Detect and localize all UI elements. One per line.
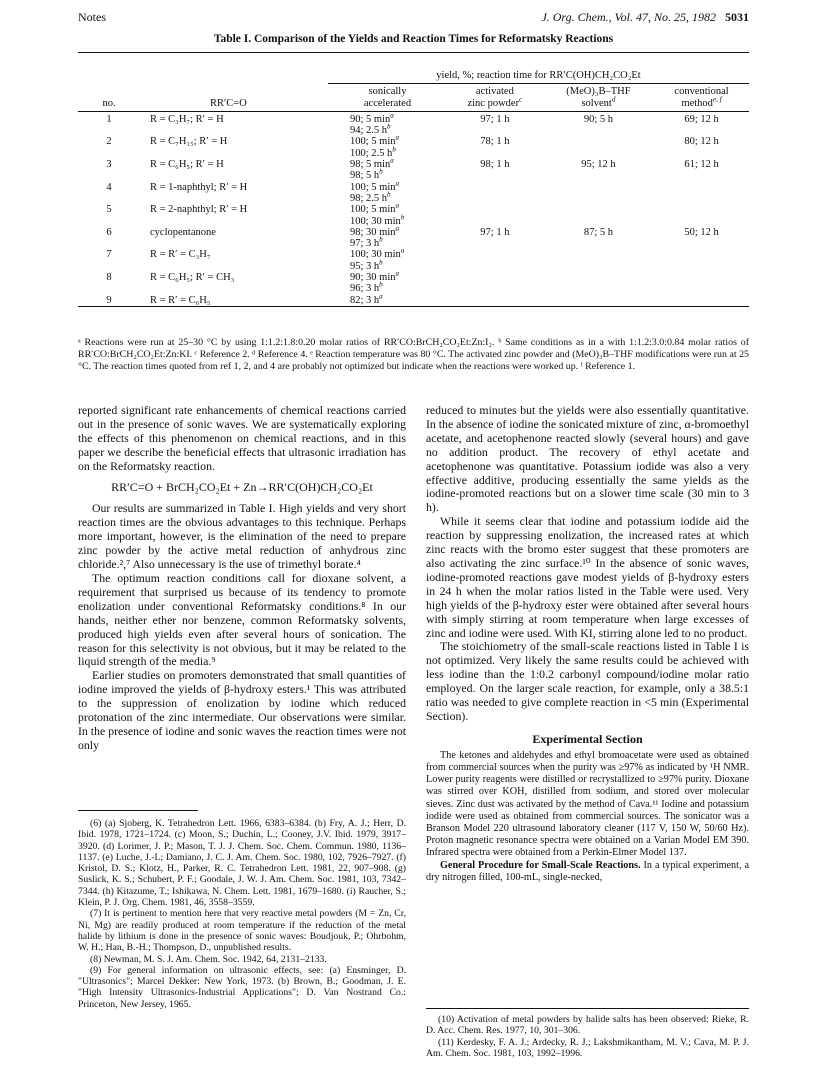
table-footnotes: ᵃ Reactions were run at 25–30 °C by using 1:1.2:1.8:0.20 molar ratios of RR′CO:BrCH₂CO₂Et:Zn:I₂. ᵇ Same conditions as in a with 1:1.2:3.0:0.84 molar ratios of RR′CO:BrCH₂CO₂Et:Zn:KI. ᶜ Reference 2. ᵈ Reference 4. ᵉ Reaction temperature was 80 °C. The activated zinc powder and (MeO)₃B–THF modifications were run at 25 °C. The reaction times quoted from ref 1, 2, and 4 are probably not optimized but indicate when the reactions were worked up. ᶠ Reference 1.	[78, 337, 749, 372]
span-header: yield, %; reaction time for RR′C(OH)CH₂CO₂Et	[328, 70, 749, 84]
sonic-yield	[328, 156, 447, 182]
journal-citation: J. Org. Chem., Vol. 47, No. 25, 1982 5031	[541, 10, 749, 24]
sonic-value: 98; 5 $\min^a$	[350, 156, 394, 171]
reference: (11) Kerdesky, F. A. J.; Ardecky, R. J.; Lakshmikantham, M. V.; Cava, M. P. J. Am. Chem. Soc. 1981, 103, 1992–1996.	[426, 1036, 749, 1059]
sonic-value: 96; 3 $h^b$	[350, 280, 383, 295]
sonic-yield	[328, 269, 447, 295]
page-number: 5031	[725, 10, 749, 24]
col-no: no.	[78, 84, 140, 112]
conventional-yield	[654, 295, 749, 307]
table-row	[78, 272, 749, 295]
zinc-yield	[447, 295, 543, 307]
paragraph: The ketones and aldehydes and ethyl bromoacetate were used as obtained from commercial sources when the purity was ≥97% as indicated by ¹H NMR. Lower purity reagents were distilled or recrystallized to ≥97% purity. Dioxane was stirred over KOH, distilled from sodium, and stored over molecular sieves. Zinc dust was activated by the method of Cava.¹¹ Iodine and potassium iodide were used as obtained from commercial sources. The sonicator was a Branson Model 220 ultrasound laboratory cleaner (117 V, 150 W, 50/60 Hz). Proton magnetic resonance spectra were obtained on a Varian Model EM 390. Infrared spectra were obtained from a Perkin-Elmer Model 137.	[426, 749, 749, 859]
sonic-yield	[328, 201, 447, 227]
section-label: Notes	[78, 10, 106, 24]
sonic-value: 98; 30 $\min^a$	[350, 224, 400, 238]
conventional-yield: 50; 12 h	[684, 226, 719, 238]
table-row	[78, 159, 749, 182]
meo-yield: 95; 12 h	[581, 159, 616, 171]
meo-yield	[543, 295, 654, 307]
sonic-value: 100; 5 $\min^a$	[350, 201, 400, 216]
reference: (10) Activation of metal powders by halide salts has been observed: Rieke, R. D. Acc. Chem. Res. 1977, 10, 301–306.	[426, 1014, 749, 1037]
row-number: 5	[106, 204, 112, 216]
row-number: 7	[106, 249, 112, 261]
table-row	[78, 136, 749, 159]
conventional-yield	[654, 204, 749, 227]
conventional-yield	[654, 249, 749, 272]
meo-yield	[543, 249, 654, 272]
zinc-yield	[447, 249, 543, 272]
meo-yield: 87; 5 h	[583, 226, 614, 238]
sonic-value: 82; 3 $h^a$	[350, 292, 383, 306]
paragraph: The optimum reaction conditions call for dioxane solvent, a requirement that surprised us because of its tendency to promote enolization under conventional Reformatsky conditions.⁸ In our hands, neither ether nor benzene, common Reformatsky solvents, produced high yields even after several hours of sonication. The reason for this selectivity is not obvious, but it may be related to the liquid strength of the media.⁹	[78, 570, 406, 669]
sonic-value: 94; 2.5 $h^b$	[350, 122, 391, 137]
row-number: 4	[106, 181, 112, 193]
section-heading: Experimental Section	[532, 731, 643, 746]
paragraph: reported significant rate enhancements of chemical reactions carried out in the presence of sonic waves. We are systematically exploring the effects of this phenomenon on chemical reactions, and in this paper we describe the beneficial effects that ultrasonic irradiation has on the Reformatsky reaction.	[78, 403, 406, 473]
paragraph: The stoichiometry of the small-scale reactions listed in Table I is not optimized. Very likely the same results could be achieved with less iodine than the 1:0.2 carbonyl compound/iodine molar ratio employed. On the larger scale reaction, for example, only a 38.5:1 ratio was needed to give complete reaction in <5 min (Experimental Section).	[426, 639, 749, 723]
sonic-yield	[328, 246, 447, 272]
zinc-yield	[447, 272, 543, 295]
references-left	[78, 818, 406, 1010]
reference: (6) (a) Sjoberg, K. Tetrahedron Lett. 1966, 6383–6384. (b) Fry, A. J.; Herr, D. Ibid. 1978, 1721–1724. (c) Moon, S.; Duchin, L.; Cooney, J.V. Ibid. 1979, 3917–3920. (d) Lorimer, J. P.; Mason, T. J. J. Chem. Soc. Chem. Commun. 1980, 1136–1137. (e) Luche, J.-L; Damiano, J. C. J. Am. Chem. Soc. 1980, 102, 7926–7927. (f) Kristol, D. S.; Klotz, H., Parker, R. C. Tetrahedron Lett. 1981, 22, 907–908. (g) Suslick, K. S.; Schubert, P. F.; Goodale, J. W. J. Am. Chem. Soc. 1981, 103, 7342–7344. (h) Kitazume, T.; Ishikawa, N. Chem. Lett. 1981, 1679–1680. (i) Raucher, S.; Klein, P. J. Org. Chem. 1981, 46, 3558–3559.	[78, 818, 406, 909]
table-bottom-rule	[78, 306, 749, 307]
sonic-value: 100; 30 $\min^b$	[350, 213, 405, 227]
conventional-yield: 69; 12 h	[684, 113, 719, 125]
sonic-value: 100; 2.5 $h^b$	[350, 145, 396, 159]
compound: R = 1-naphthyl; R′ = H	[150, 181, 248, 193]
paragraph: Our results are summarized in Table I. High yields and very short reaction times are the obvious advantages to this technique. Perhaps more important, however, is the elimination of the need to prepare zinc powder by the active metal reduction of anhydrous zinc chloride.²,⁷ Also unnecessary is the use of trimethyl borate.⁴	[78, 501, 406, 572]
zinc-yield: 97; 1 h	[480, 113, 510, 125]
row-number: 8	[106, 272, 112, 284]
sonic-value: 90; 5 $\min^a$	[350, 111, 394, 125]
sonic-yield	[328, 179, 447, 205]
table-row	[78, 227, 749, 250]
meo-yield	[543, 136, 654, 159]
col-compound: RR′C=O	[140, 84, 328, 112]
meo-yield	[543, 272, 654, 295]
compound: R = C₆H₅; R′ = H	[150, 159, 224, 171]
zinc-yield: 97; 1 h	[480, 226, 510, 238]
conventional-yield	[654, 182, 749, 205]
references-rule	[426, 1008, 749, 1009]
table-row	[78, 182, 749, 205]
meo-yield	[543, 182, 654, 205]
row-number: 1	[106, 113, 112, 125]
conventional-yield	[654, 272, 749, 295]
sonic-yield	[328, 133, 447, 159]
meo-yield	[543, 204, 654, 227]
yields-table	[78, 70, 749, 307]
compound: R = C₆H₅; R′ = CH₃	[150, 272, 235, 284]
sonic-yield	[328, 292, 447, 307]
sonic-value: 90; 30 $\min^a$	[350, 269, 400, 284]
table-row	[78, 295, 749, 307]
row-number: 2	[106, 136, 112, 148]
col-zinc: activated zinc powder$^c$	[447, 84, 543, 112]
compound: R = 2-naphthyl; R′ = H	[150, 204, 248, 216]
paragraph: General Procedure for Small-Scale Reactions. In a typical experiment, a dry nitrogen filled, 100-mL, single-necked,	[426, 859, 749, 883]
row-number: 3	[106, 159, 112, 171]
sonic-value: 95; 3 $h^b$	[350, 258, 383, 272]
table-row	[78, 249, 749, 272]
compound: cyclopentanone	[150, 226, 216, 238]
references-rule	[78, 810, 198, 811]
col-sonic: sonically accelerated	[328, 84, 447, 112]
paragraph: While it seems clear that iodine and potassium iodide aid the reaction by suppressing enolization, the increased rates at which zinc reacts with the bromo ester suggest that these promoters are also activating the zinc surface.¹⁰ In the absence of sonic waves, iodine-promoted reactions gave modest yields of β-hydroxy esters in 24 h when the molar ratios listed in the Table were used. Very high yields of the β-hydroxy ester were obtained after several hours with simply stirring at room temperature when large excesses of zinc and iodine were used. With KI, stirring alone led to no product.	[426, 514, 749, 640]
compound: R = C₇H₁₅; R′ = H	[150, 136, 228, 148]
table-title: Table I. Comparison of the Yields and Reaction Times for Reformatsky Reactions	[213, 33, 614, 45]
sonic-value: 98; 2.5 $h^b$	[350, 190, 391, 204]
sonic-value: 97; 3 $h^b$	[350, 235, 383, 250]
left-column	[78, 404, 406, 753]
zinc-yield: 78; 1 h	[480, 136, 510, 148]
running-head	[78, 10, 749, 30]
row-number: 9	[106, 294, 112, 306]
conventional-yield: 80; 12 h	[684, 136, 719, 148]
sonic-value: 100; 30 $\min^a$	[350, 246, 405, 261]
table-top-rule	[78, 52, 749, 53]
col-meo: (MeO)₃B–THF solvent$^d$	[543, 84, 654, 112]
conventional-yield: 61; 12 h	[684, 159, 719, 171]
zinc-yield: 98; 1 h	[480, 159, 510, 171]
right-column	[426, 404, 749, 884]
zinc-yield	[447, 182, 543, 205]
sonic-value: 100; 5 $\min^a$	[350, 179, 400, 193]
paragraph: Earlier studies on promoters demonstrated that small quantities of iodine improved the yields of β-hydroxy esters.¹ This was attributed to the suppression of enolization by iodine which reduced protonation of the zinc intermediate. Our observations were similar. In the presence of iodine and sonic waves the reaction times were not only	[78, 668, 406, 752]
zinc-yield	[447, 204, 543, 227]
sonic-yield	[328, 224, 447, 250]
compound: R = R′ = C₆H₅	[150, 294, 211, 306]
table-row	[78, 204, 749, 227]
sonic-value: 98; 5 $h^b$	[350, 167, 383, 182]
reaction-equation: RR′C=O + BrCH₂CO₂Et + Zn→RR′C(OH)CH₂CO₂Et	[111, 479, 373, 494]
sonic-value: 100; 5 $\min^a$	[350, 133, 400, 148]
row-number: 6	[106, 226, 112, 238]
sonic-yield	[328, 111, 447, 136]
reference: (7) It is pertinent to mention here that very reactive metal powders (M = Zn, Cr, Ni, Mg) are readily produced at room temperature if the reduction of the metal halide by lithium is done in the presence of sonic waves: Boudjouk, P.; Ohrbohm, W. H.; Han, B.-H.; Thompson, D., unpublished results.	[78, 908, 406, 954]
reference: (9) For general information on ultrasonic effects, see: (a) Ensminger, D. "Ultrasonics"; Marcel Dekker: New York, 1973. (b) Brown, B.; Goodman, J. E. "High Intensity Ultrasonics-Industrial Applications"; D. Van Nostrand Co.: Princeton, New Jersey, 1965.	[78, 964, 406, 1010]
table-row	[78, 111, 749, 136]
references-right	[426, 1014, 749, 1059]
meo-yield: 90; 5 h	[583, 113, 614, 125]
col-conventional: conventional method$^{e, f}$	[654, 84, 749, 112]
compound: R = C₃H₇; R′ = H	[150, 113, 224, 125]
reference: (8) Newman, M. S. J. Am. Chem. Soc. 1942, 64, 2131–2133.	[90, 953, 327, 965]
paragraph: reduced to minutes but the yields were also essentially quantitative. In the absence of iodine the sonicated mixture of zinc, α-bromoethyl acetate, and acetophenone reacted slowly (several hours) and gave no addition product. The recovery of ethyl acetate and acetophenone was quantitative. Potassium iodide was also a very effective additive, producing essentially the same yields as the iodine-promoted reactions but on a slower time scale (30 min to 3 h).	[426, 403, 749, 515]
compound: R = R′ = C₃H₇	[150, 249, 211, 261]
